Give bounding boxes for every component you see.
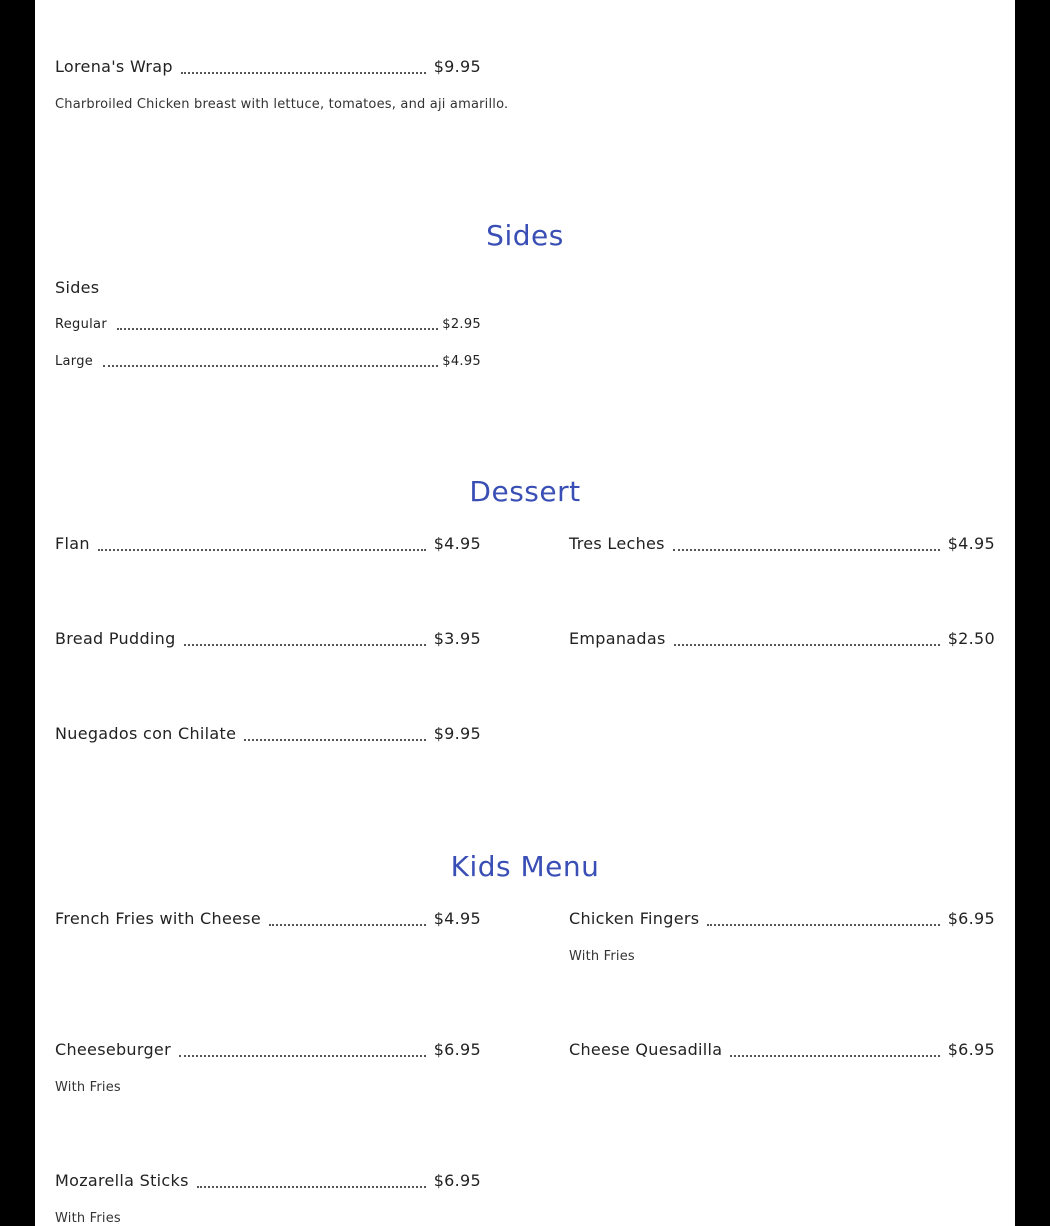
section-title-kids-menu: Kids Menu xyxy=(450,850,600,883)
menu-item-cheeseburger xyxy=(55,1038,481,1062)
item-name: Empanadas xyxy=(569,629,666,648)
menu-item-chicken-fingers xyxy=(569,907,995,931)
item-price: $4.95 xyxy=(433,534,481,553)
item-price: $9.95 xyxy=(433,57,481,76)
item-description: Charbroiled Chicken breast with lettuce, tomatoes, and aji amarillo. xyxy=(55,97,509,112)
menu-item-empanadas xyxy=(569,627,995,651)
item-name: Flan xyxy=(55,534,90,553)
menu-item-cheese-quesadilla xyxy=(569,1038,995,1062)
item-name: Tres Leches xyxy=(569,534,665,553)
dot-leader xyxy=(674,632,940,646)
menu-item-sides-large xyxy=(55,352,481,372)
item-name: French Fries with Cheese xyxy=(55,909,262,928)
item-price: $2.95 xyxy=(442,317,481,332)
dot-leader xyxy=(179,1043,426,1057)
item-description: With Fries xyxy=(569,949,635,964)
dot-leader xyxy=(730,1043,939,1057)
menu-page xyxy=(35,0,1015,1226)
item-price: $3.95 xyxy=(433,629,481,648)
item-name: Cheeseburger xyxy=(55,1040,171,1059)
dot-leader xyxy=(269,912,426,926)
item-price: $4.95 xyxy=(442,354,481,369)
item-name: Nuegados con Chilate xyxy=(55,724,237,743)
menu-item-bread-pudding xyxy=(55,627,481,651)
item-price: $6.95 xyxy=(947,909,995,928)
item-price: $4.95 xyxy=(947,534,995,553)
subheading-sides: Sides xyxy=(55,278,100,297)
dot-leader xyxy=(103,355,438,367)
dot-leader xyxy=(98,537,426,551)
dot-leader xyxy=(197,1174,426,1188)
item-name: Lorena's Wrap xyxy=(55,57,173,76)
item-name: Cheese Quesadilla xyxy=(569,1040,723,1059)
item-name: Bread Pudding xyxy=(55,629,176,648)
menu-item-nuegados xyxy=(55,722,481,746)
menu-item-sides-regular xyxy=(55,315,481,335)
dot-leader xyxy=(244,727,425,741)
item-name: Large xyxy=(55,354,94,369)
section-title-sides: Sides xyxy=(486,219,564,252)
menu-item-french-fries-cheese xyxy=(55,907,481,931)
item-price: $6.95 xyxy=(433,1040,481,1059)
item-price: $2.50 xyxy=(947,629,995,648)
item-name: Mozarella Sticks xyxy=(55,1171,189,1190)
dot-leader xyxy=(117,318,438,330)
dot-leader xyxy=(181,60,426,74)
item-price: $6.95 xyxy=(947,1040,995,1059)
menu-item-tres-leches xyxy=(569,532,995,556)
dot-leader xyxy=(707,912,939,926)
item-price: $4.95 xyxy=(433,909,481,928)
item-name: Chicken Fingers xyxy=(569,909,700,928)
menu-item-lorenas-wrap xyxy=(55,55,481,79)
item-description: With Fries xyxy=(55,1080,121,1095)
section-title-dessert: Dessert xyxy=(469,475,581,508)
dot-leader xyxy=(673,537,940,551)
item-price: $6.95 xyxy=(433,1171,481,1190)
dot-leader xyxy=(184,632,426,646)
menu-item-flan xyxy=(55,532,481,556)
item-description: With Fries xyxy=(55,1211,121,1226)
menu-item-mozarella-sticks xyxy=(55,1169,481,1193)
item-price: $9.95 xyxy=(433,724,481,743)
item-name: Regular xyxy=(55,317,107,332)
